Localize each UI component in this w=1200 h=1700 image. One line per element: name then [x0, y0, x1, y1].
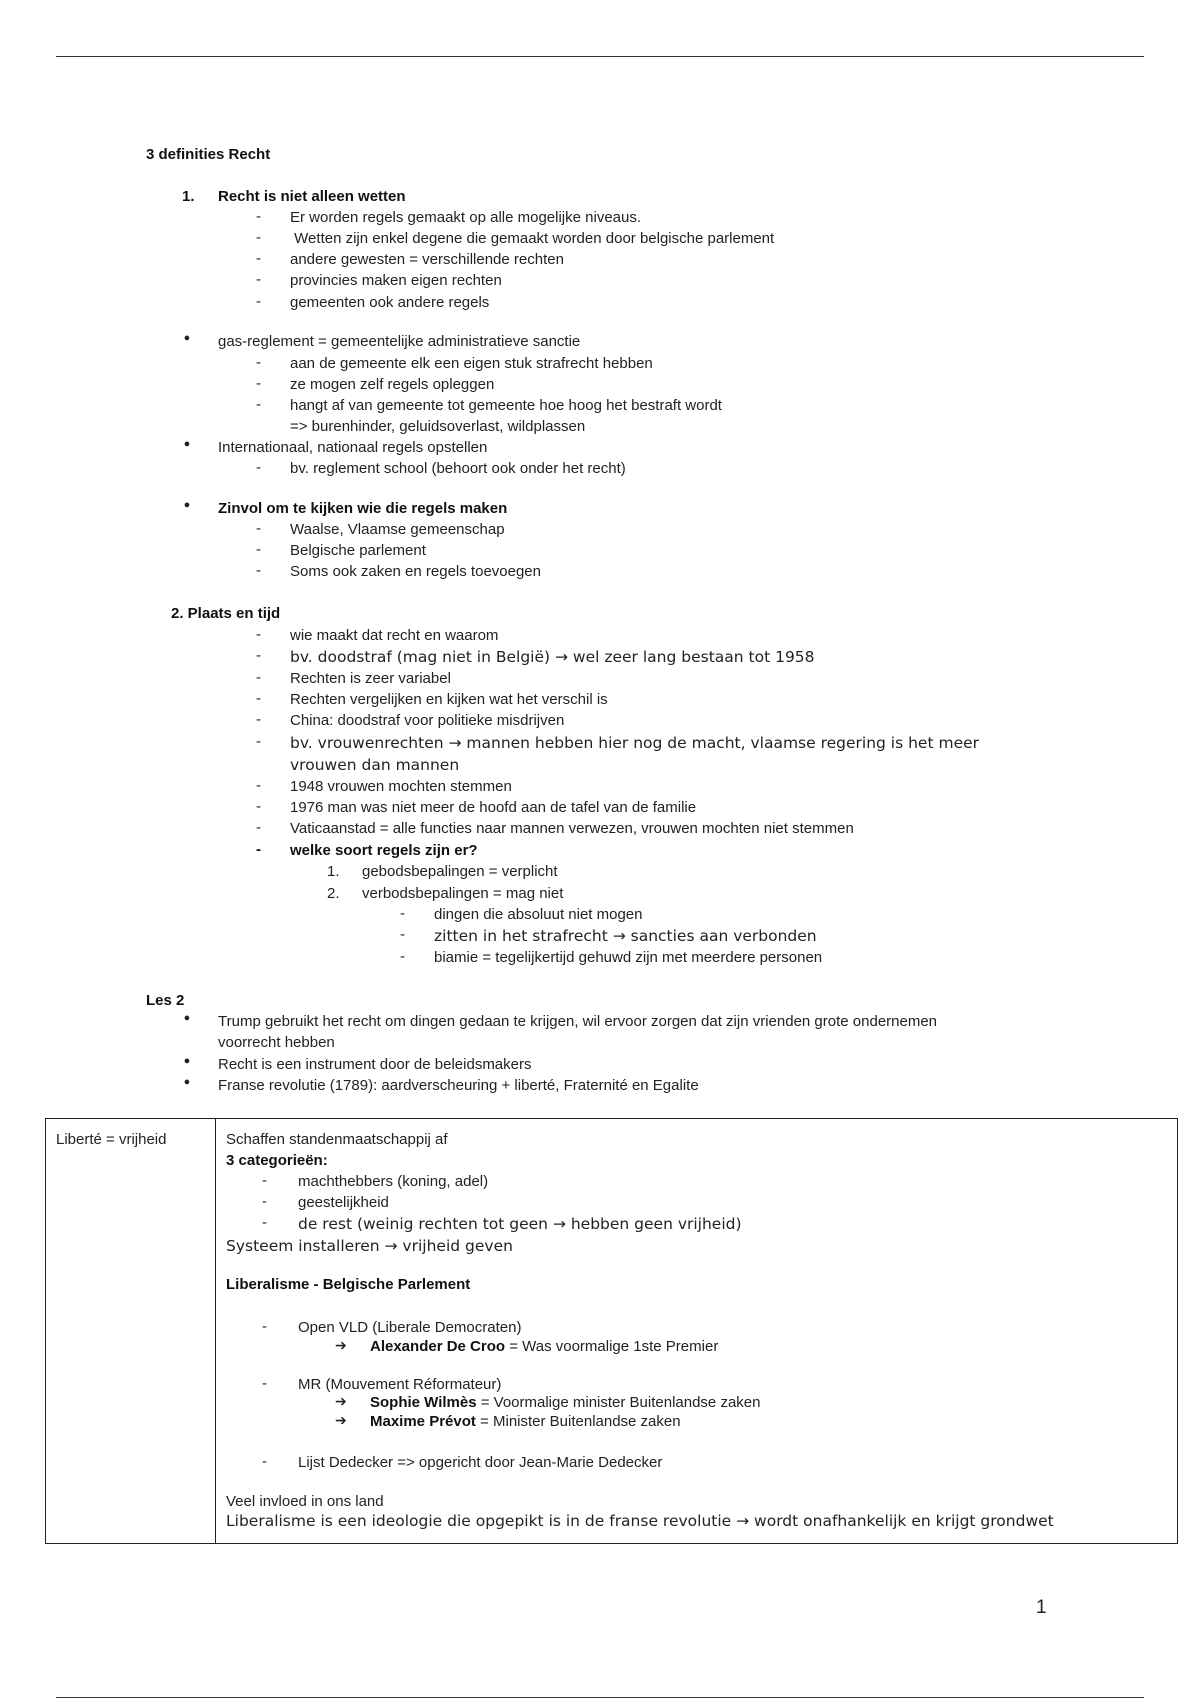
- dash-marker: -: [256, 626, 261, 643]
- arrow-icon: ➔: [335, 1337, 347, 1353]
- dash-marker: -: [256, 250, 261, 267]
- bullet-internationaal: Internationaal, nationaal regels opstellen: [218, 439, 488, 456]
- dash-marker: -: [256, 375, 261, 392]
- sub-item: dingen die absoluut niet mogen: [434, 906, 643, 923]
- les2-bullet: Recht is een instrument door de beleidsmakers: [218, 1056, 532, 1073]
- dash-marker: -: [262, 1172, 267, 1189]
- table-left-cell: Liberté = vrijheid: [56, 1131, 167, 1148]
- list-item-welke-soort-regels: welke soort regels zijn er?: [290, 842, 478, 859]
- dash-marker: -: [400, 926, 405, 943]
- list-item: bv. vrouwenrechten → mannen hebben hier nog de macht, vlaamse regering is het meer: [290, 734, 980, 752]
- les2-title: Les 2: [146, 992, 185, 1009]
- table-systeem: Systeem installeren → vrijheid geven: [226, 1237, 513, 1255]
- list-item: China: doodstraf voor politieke misdrijven: [290, 712, 565, 729]
- dash-marker: -: [256, 293, 261, 310]
- footer-rule: [56, 1697, 1144, 1698]
- header-rule: [56, 56, 1144, 57]
- list-item: 1976 man was niet meer de hoofd aan de tafel van de familie: [290, 799, 697, 816]
- party-member: [370, 1412, 681, 1432]
- list-item: wie maakt dat recht en waarom: [290, 627, 499, 644]
- les2-bullet-continuation: voorrecht hebben: [218, 1034, 335, 1051]
- les2-bullet: Franse revolutie (1789): aardverscheuring + liberté, Fraternité en Egalite: [218, 1077, 699, 1094]
- party-mr: MR (Mouvement Réformateur): [298, 1376, 502, 1393]
- bullet-marker: ●: [183, 1076, 191, 1088]
- table-column-divider: [215, 1119, 216, 1543]
- bullet-gas-reglement: gas-reglement = gemeentelijke administratieve sanctie: [218, 333, 581, 350]
- list-item: Rechten vergelijken en kijken wat het verschil is: [290, 691, 608, 708]
- numbered-marker: 1.: [327, 863, 340, 880]
- bullet-marker: ●: [183, 332, 191, 344]
- dash-marker: -: [256, 819, 261, 836]
- dash-marker: -: [256, 459, 261, 476]
- heading-recht-niet-alleen-wetten: Recht is niet alleen wetten: [218, 188, 406, 205]
- member-name: Sophie Wilmès: [370, 1394, 477, 1411]
- list-item: Belgische parlement: [290, 542, 426, 559]
- dash-marker: -: [256, 354, 261, 371]
- dash-marker: -: [256, 647, 261, 664]
- table-intro: Schaffen standenmaatschappij af: [226, 1131, 448, 1148]
- arrow-icon: ➔: [335, 1393, 347, 1409]
- dash-marker: -: [256, 690, 261, 707]
- table-category-item: machthebbers (koning, adel): [298, 1173, 489, 1190]
- numbered-marker: 2.: [327, 885, 340, 902]
- dash-marker: -: [400, 905, 405, 922]
- dash-marker: -: [256, 208, 261, 225]
- list-item: Er worden regels gemaakt op alle mogelijke niveaus.: [290, 209, 642, 226]
- notes-table: [45, 1118, 1178, 1544]
- numbered-item: verbodsbepalingen = mag niet: [362, 885, 564, 902]
- dash-marker: -: [256, 711, 261, 728]
- list-item: Waalse, Vlaamse gemeenschap: [290, 521, 505, 538]
- bullet-marker: ●: [183, 1055, 191, 1067]
- list-item: Wetten zijn enkel degene die gemaakt worden door belgische parlement: [290, 230, 775, 247]
- dash-marker: -: [256, 229, 261, 246]
- dash-marker: -: [256, 396, 261, 413]
- sub-item: biamie = tegelijkertijd gehuwd zijn met meerdere personen: [434, 949, 823, 966]
- list-item: hangt af van gemeente tot gemeente hoe hoog het bestraft wordt: [290, 397, 722, 414]
- les2-bullet-trump: Trump gebruikt het recht om dingen gedaan te krijgen, wil ervoor zorgen dat zijn vrienden grote ondernemen: [218, 1013, 938, 1030]
- member-role: = Voormalige minister Buitenlandse zaken: [476, 1394, 761, 1411]
- bullet-marker: ●: [183, 438, 191, 450]
- dash-marker: -: [256, 798, 261, 815]
- table-categories-title: 3 categorieën:: [226, 1152, 328, 1169]
- party-open-vld: Open VLD (Liberale Democraten): [298, 1319, 522, 1336]
- table-liberalisme-heading: Liberalisme - Belgische Parlement: [226, 1276, 471, 1293]
- numbered-item: gebodsbepalingen = verplicht: [362, 863, 558, 880]
- dash-marker: -: [262, 1318, 267, 1335]
- dash-marker: -: [256, 541, 261, 558]
- dash-marker: -: [256, 777, 261, 794]
- dash-marker: -: [256, 733, 261, 750]
- list-item: bv. doodstraf (mag niet in België) → wel zeer lang bestaan tot 1958: [290, 648, 815, 666]
- bullet-zinvol: Zinvol om te kijken wie die regels maken: [218, 500, 508, 517]
- list-item: gemeenten ook andere regels: [290, 294, 490, 311]
- member-role: = Minister Buitenlandse zaken: [475, 1413, 681, 1430]
- list-item: 1948 vrouwen mochten stemmen: [290, 778, 512, 795]
- party-member: [370, 1337, 718, 1357]
- list-item: provincies maken eigen rechten: [290, 272, 502, 289]
- list-item: Soms ook zaken en regels toevoegen: [290, 563, 541, 580]
- list-item: Vaticaanstad = alle functies naar mannen verwezen, vrouwen mochten niet stemmen: [290, 820, 854, 837]
- dash-marker: -: [400, 948, 405, 965]
- party-lijst-dedecker: Lijst Dedecker => opgericht door Jean-Marie Dedecker: [298, 1454, 663, 1471]
- dash-marker: -: [262, 1453, 267, 1470]
- dash-marker: -: [256, 669, 261, 686]
- heading-number: 1.: [182, 188, 195, 205]
- arrow-icon: ➔: [335, 1412, 347, 1428]
- dash-marker: -: [262, 1214, 267, 1231]
- dash-marker: -: [256, 271, 261, 288]
- table-veel-invloed: Veel invloed in ons land: [226, 1493, 384, 1510]
- list-item-continuation: => burenhinder, geluidsoverlast, wildplassen: [290, 418, 586, 435]
- member-role: = Was voormalige 1ste Premier: [505, 1338, 719, 1355]
- list-item-continuation: vrouwen dan mannen: [290, 756, 460, 774]
- dash-marker: -: [256, 841, 261, 858]
- list-item: aan de gemeente elk een eigen stuk strafrecht hebben: [290, 355, 653, 372]
- sub-item: zitten in het strafrecht → sancties aan verbonden: [434, 927, 817, 945]
- member-name: Maxime Prévot: [370, 1413, 476, 1430]
- list-item: andere gewesten = verschillende rechten: [290, 251, 564, 268]
- party-member: [370, 1393, 760, 1413]
- list-item: ze mogen zelf regels opleggen: [290, 376, 495, 393]
- table-category-item: de rest (weinig rechten tot geen → hebben geen vrijheid): [298, 1215, 742, 1233]
- bullet-marker: ●: [183, 499, 191, 511]
- dash-marker: -: [256, 520, 261, 537]
- list-item: bv. reglement school (behoort ook onder het recht): [290, 460, 626, 477]
- dash-marker: -: [262, 1193, 267, 1210]
- dash-marker: -: [256, 562, 261, 579]
- table-category-item: geestelijkheid: [298, 1194, 389, 1211]
- member-name: Alexander De Croo: [370, 1338, 506, 1355]
- heading-plaats-en-tijd: 2. Plaats en tijd: [171, 605, 281, 622]
- dash-marker: -: [262, 1375, 267, 1392]
- list-item: Rechten is zeer variabel: [290, 670, 451, 687]
- bullet-marker: ●: [183, 1012, 191, 1024]
- section-title: 3 definities Recht: [146, 146, 271, 163]
- page-number: 1: [1036, 1597, 1047, 1618]
- table-liberalisme-ideologie: Liberalisme is een ideologie die opgepikt is in de franse revolutie → wordt onafhankelijk en krijgt grondwet: [226, 1512, 1054, 1530]
